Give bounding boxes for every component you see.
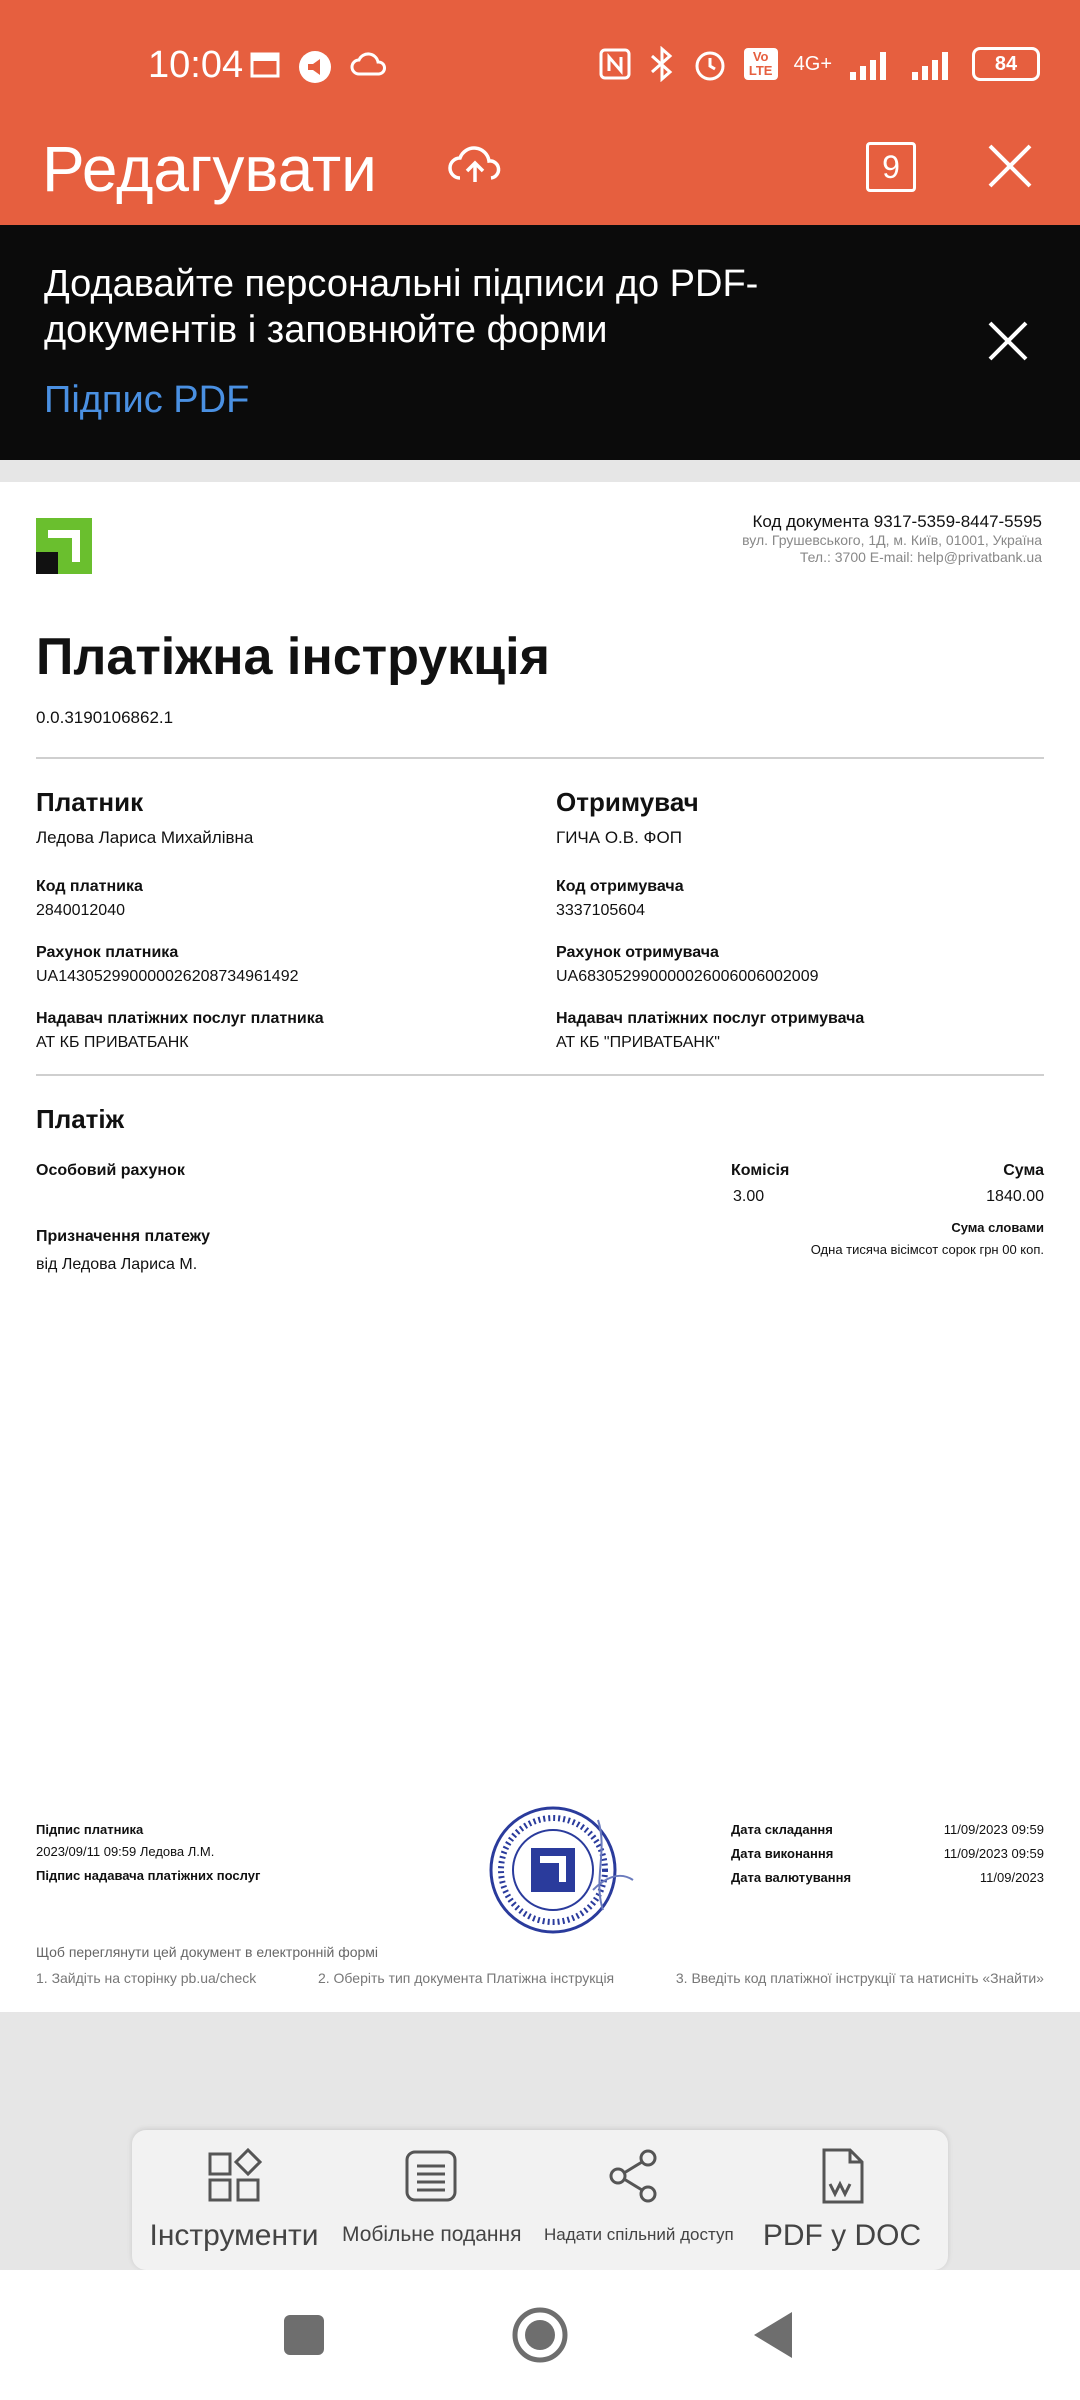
date-composed-value: 11/09/2023 09:59 [943,1822,1044,1837]
footer-step: 1. Зайдіть на сторінку pb.ua/check [36,1970,257,1986]
sum-label: Сума [1003,1162,1044,1179]
privatbank-logo [36,518,92,574]
recipient-account-label: Рахунок отримувача [556,944,719,961]
navigation-bar [0,2270,1080,2400]
bank-address: вул. Грушевського, 1Д, м. Київ, 01001, Україна [742,532,1042,548]
bank-contacts: Тел.: 3700 E-mail: help@privatbank.ua [799,549,1042,565]
payer-signature-value: 2023/09/11 09:59 Ледова Л.М. [36,1844,215,1859]
provider-signature-label: Підпис надавача платіжних послуг [36,1868,261,1883]
pdf-to-doc-label: PDF у DOC [762,2219,922,2252]
date-executed-label: Дата виконання [731,1846,834,1861]
footer-intro: Щоб переглянути цей документ в електронній формі [36,1944,379,1960]
recipient-name: ГИЧА О.В. ФОП [556,828,682,847]
page-title: Редагувати [42,133,377,205]
payer-code-label: Код платника [36,878,143,895]
document-number: 0.0.3190106862.1 [36,708,174,727]
battery-icon [972,47,1040,81]
page-count: 9 [882,148,900,185]
document-header [742,512,1042,566]
share-label: Надати спільний доступ [544,2225,734,2244]
payer-name: Ледова Лариса Михайлівна [36,828,254,847]
home-icon[interactable] [511,2306,569,2364]
recipient-heading: Отримувач [556,787,699,817]
sum-words: Одна тисяча вісімсот сорок грн 00 коп. [810,1242,1044,1257]
bluetooth-icon [648,46,676,82]
footer-step: 3. Введіть код платіжної інструкції та натисніть «Знайти» [675,1970,1044,1986]
calendar-icon [250,50,280,78]
payer-account: UA143052990000026208734961492 [36,968,299,985]
payer-account-label: Рахунок платника [36,944,179,961]
purpose-label: Призначення платежу [36,1228,211,1245]
recipient-account: UA683052990000026006006002009 [556,968,819,985]
date-composed-label: Дата складання [731,1822,833,1837]
megaphone-icon [298,50,332,84]
bank-stamp-icon [488,1800,638,1940]
sum-value: 1840.00 [986,1188,1044,1205]
app-bar [0,120,1080,225]
recipient-code: 3337105604 [556,902,645,919]
payer-provider: АТ КБ ПРИВАТБАНК [36,1034,189,1051]
sign-pdf-link[interactable]: Підпис PDF [44,379,250,421]
divider [36,757,1044,759]
volte-badge: Vo LTE [744,48,778,80]
document-page [0,482,1080,2012]
cloud-icon [350,50,388,78]
payer-heading: Платник [36,787,144,817]
cloud-upload-icon[interactable] [446,138,504,188]
document-convert-icon [814,2148,870,2204]
promo-banner [0,225,1080,460]
promo-message: Додавайте персональні підписи до PDF-документів і заповнюйте форми [44,263,759,351]
document-code: Код документа 9317-5359-8447-5595 [752,512,1042,531]
alarm-icon [692,46,728,82]
payer-provider-label: Надавач платіжних послуг платника [36,1010,324,1027]
tools-icon [206,2148,262,2204]
divider [36,1074,1044,1076]
payment-heading: Платіж [36,1104,125,1134]
tools-button[interactable] [146,2148,322,2253]
date-executed-value: 11/09/2023 09:59 [943,1846,1044,1861]
signal-icon [848,48,894,80]
footer-step: 2. Оберіть тип документа Платіжна інструкція [317,1970,615,1986]
footer-steps [36,1970,1044,1986]
notification-icons [250,50,388,84]
bottom-toolbar [132,2130,948,2270]
network-type: 4G+ [793,52,832,75]
status-time: 10:04 [148,44,244,86]
battery-level: 84 [994,52,1018,75]
recipient-provider-label: Надавач платіжних послуг отримувача [556,1010,865,1027]
status-icons [598,46,1040,82]
document-footer [36,1944,1044,1986]
share-icon [606,2148,662,2204]
commission-label: Комісія [731,1162,790,1179]
commission-value: 3.00 [733,1188,765,1205]
payer-code: 2840012040 [36,902,125,919]
share-button[interactable] [544,2148,734,2245]
status-bar [0,0,1080,120]
mobile-view-button[interactable] [342,2148,520,2247]
recents-icon[interactable] [283,2314,325,2356]
promo-close-icon[interactable] [986,319,1030,363]
close-icon[interactable] [986,142,1034,190]
date-value-value: 11/09/2023 [979,1870,1044,1885]
payer-signature-label: Підпис платника [36,1822,144,1837]
document-title: Платіжна інструкція [36,628,550,686]
back-icon[interactable] [752,2310,796,2360]
pdf-to-doc-button[interactable] [752,2148,932,2253]
payer-section [36,787,516,1076]
purpose-value: від Ледова Лариса М. [36,1256,198,1273]
recipient-code-label: Код отримувача [556,878,684,895]
recipient-section [556,787,1036,1076]
nfc-icon [598,47,632,81]
recipient-provider: АТ КБ "ПРИВАТБАНК" [556,1034,720,1051]
page-count-button[interactable] [866,142,916,192]
mobile-view-label: Мобільне подання [342,2223,522,2246]
date-value-label: Дата валютування [731,1870,852,1885]
sum-words-label: Сума словами [951,1220,1044,1235]
tools-label: Інструменти [149,2219,319,2252]
personal-account-label: Особовий рахунок [36,1162,185,1179]
mobile-view-icon [403,2148,459,2204]
signal-icon-2 [910,48,956,80]
